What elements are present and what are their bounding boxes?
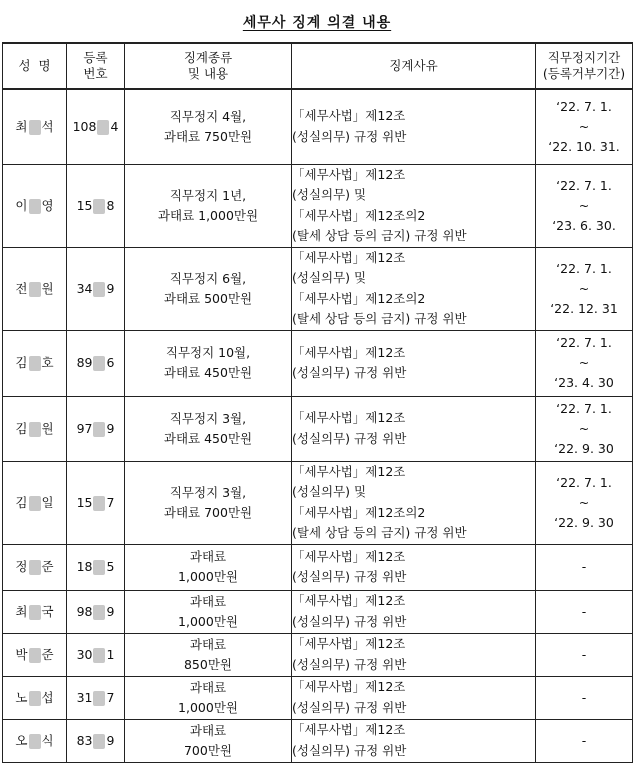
redaction-blur — [29, 120, 41, 135]
cell-name — [3, 164, 67, 247]
name-last-char: 호 — [41, 355, 54, 370]
redaction-blur — [93, 648, 105, 663]
name-first-char: 이 — [15, 197, 28, 213]
reg-no-prefix: 83 — [76, 732, 93, 748]
name-first-char: 최 — [15, 118, 28, 134]
name-first-char: 김 — [15, 420, 28, 436]
cell-discipline-type — [125, 164, 292, 247]
cell-discipline-type — [125, 544, 292, 590]
header-type-line1: 징계종류 — [183, 50, 233, 65]
cell-discipline-type — [125, 590, 292, 633]
period-line: ‘22. 7. 1. — [556, 400, 612, 416]
reg-no-suffix: 9 — [106, 280, 115, 296]
reg-no-prefix: 89 — [76, 355, 93, 370]
redaction-blur — [93, 691, 105, 706]
cell-name — [3, 247, 67, 330]
name-first-char: 박 — [15, 646, 28, 662]
reason-line: (성실의무) 및 — [292, 484, 367, 499]
discipline-type-line: 700만원 — [183, 742, 232, 758]
reg-no-suffix: 7 — [106, 494, 115, 510]
redaction-blur — [93, 356, 105, 371]
cell-period — [536, 247, 633, 330]
redaction-blur — [93, 560, 105, 575]
redaction-blur — [29, 356, 41, 371]
cell-reason — [292, 633, 536, 676]
name-first-char: 전 — [15, 280, 28, 296]
cell-reg-no — [67, 719, 125, 762]
period-line: ~ — [578, 197, 590, 213]
table-body — [3, 89, 633, 762]
reason-line: (성실의무) 규정 위반 — [292, 613, 407, 629]
cell-discipline-type — [125, 633, 292, 676]
header-period-line1: 직무정지기간 — [547, 50, 621, 65]
table-row — [3, 330, 633, 396]
name-last-char: 석 — [41, 118, 54, 134]
period-line: ~ — [578, 280, 590, 296]
period-line: ‘22. 7. 1. — [556, 335, 612, 350]
period-line: ‘22. 7. 1. — [556, 474, 612, 490]
discipline-type-line: 1,000만원 — [178, 569, 238, 584]
cell-reg-no — [67, 247, 125, 330]
reg-no-suffix: 6 — [106, 355, 115, 370]
period-line: ‘22. 10. 31. — [548, 138, 620, 154]
reason-line: (성실의무) 규정 위반 — [292, 128, 407, 144]
period-line: ~ — [578, 420, 590, 436]
discipline-type-line: 과태료 700만원 — [163, 504, 253, 520]
name-last-char: 국 — [41, 603, 54, 619]
redaction-blur — [29, 282, 41, 297]
reason-line: 「세무사법」제12조 — [292, 548, 406, 564]
period-line: ‘22. 7. 1. — [556, 98, 612, 114]
cell-reason — [292, 461, 536, 544]
name-first-char: 정 — [15, 559, 28, 574]
cell-reg-no — [67, 330, 125, 396]
header-period-line2: (등록거부기간) — [542, 66, 626, 81]
redaction-blur — [29, 605, 41, 620]
cell-name — [3, 89, 67, 164]
reason-line: (성실의무) 규정 위반 — [292, 365, 407, 380]
period-line: ‘23. 6. 30. — [552, 217, 616, 233]
discipline-type-line: 과태료 — [189, 679, 227, 695]
name-last-char: 영 — [41, 197, 54, 213]
cell-reason — [292, 89, 536, 164]
discipline-type-line: 과태료 — [189, 593, 227, 609]
cell-discipline-type — [125, 719, 292, 762]
cell-discipline-type — [125, 247, 292, 330]
period-line: ~ — [578, 118, 590, 134]
cell-discipline-type — [125, 396, 292, 461]
cell-period — [536, 396, 633, 461]
cell-period — [536, 461, 633, 544]
redaction-blur — [97, 120, 109, 135]
cell-discipline-type — [125, 676, 292, 719]
name-first-char: 오 — [15, 732, 28, 748]
cell-name — [3, 330, 67, 396]
discipline-type-line: 직무정지 6월, — [169, 270, 247, 286]
reason-line: (성실의무) 규정 위반 — [292, 742, 407, 758]
redaction-blur — [93, 199, 105, 214]
cell-name — [3, 676, 67, 719]
discipline-type-line: 과태료 — [189, 722, 227, 738]
document-title-text: 세무사 징계 의결 내용 — [242, 15, 392, 31]
document-title — [0, 12, 634, 32]
cell-discipline-type — [125, 330, 292, 396]
table-row — [3, 719, 633, 762]
cell-reason — [292, 396, 536, 461]
redaction-blur — [93, 496, 105, 511]
cell-period — [536, 590, 633, 633]
table-row — [3, 590, 633, 633]
cell-reason — [292, 247, 536, 330]
period-line: ~ — [578, 355, 590, 370]
reg-no-suffix: 4 — [110, 118, 119, 134]
name-last-char: 준 — [41, 646, 54, 662]
redaction-blur — [29, 496, 41, 511]
discipline-type-line: 850만원 — [183, 656, 232, 672]
table-header — [3, 43, 633, 89]
reason-line: (성실의무) 규정 위반 — [292, 656, 407, 672]
header-reason: 징계사유 — [292, 43, 536, 89]
reg-no-prefix: 15 — [76, 197, 93, 213]
period-line: - — [581, 689, 587, 705]
redaction-blur — [93, 282, 105, 297]
period-line: ~ — [578, 494, 590, 510]
reason-line: (탈세 상담 등의 금지) 규정 위반 — [292, 311, 467, 326]
discipline-type-line: 과태료 1,000만원 — [157, 207, 259, 223]
discipline-type-line: 직무정지 10월, — [165, 345, 251, 360]
cell-reason — [292, 676, 536, 719]
header-period — [536, 43, 633, 89]
cell-reg-no — [67, 633, 125, 676]
reason-line: (탈세 상담 등의 금지) 규정 위반 — [292, 525, 467, 540]
header-name: 성 명 — [3, 43, 67, 89]
discipline-type-line: 직무정지 3월, — [169, 484, 247, 500]
cell-discipline-type — [125, 89, 292, 164]
reason-line: 「세무사법」제12조 — [292, 344, 406, 360]
name-last-char: 원 — [41, 420, 54, 436]
period-line: - — [581, 603, 587, 619]
redaction-blur — [29, 691, 41, 706]
reg-no-prefix: 31 — [76, 689, 93, 705]
cell-period — [536, 89, 633, 164]
name-first-char: 김 — [15, 355, 28, 370]
reg-no-prefix: 18 — [76, 559, 93, 574]
cell-reg-no — [67, 544, 125, 590]
redaction-blur — [29, 199, 41, 214]
reason-line: 「세무사법」제12조 — [292, 636, 406, 651]
reason-line: 「세무사법」제12조 — [292, 249, 406, 265]
cell-reason — [292, 590, 536, 633]
discipline-type-line: 과태료 500만원 — [163, 290, 253, 306]
discipline-type-line: 1,000만원 — [178, 613, 238, 629]
cell-reg-no — [67, 396, 125, 461]
period-line: ‘22. 9. 30 — [554, 440, 614, 456]
discipline-type-line: 과태료 — [189, 636, 227, 652]
reason-line: 「세무사법」제12조의2 — [292, 207, 426, 223]
redaction-blur — [29, 648, 41, 663]
reason-line: (성실의무) 규정 위반 — [292, 699, 407, 715]
period-line: ‘22. 7. 1. — [556, 177, 612, 193]
reason-line: 「세무사법」제12조 — [292, 463, 406, 479]
redaction-blur — [29, 560, 41, 575]
reg-no-suffix: 8 — [106, 197, 115, 213]
cell-reg-no — [67, 461, 125, 544]
reason-line: 「세무사법」제12조 — [292, 410, 406, 425]
header-type — [125, 43, 292, 89]
reason-line: (성실의무) 규정 위반 — [292, 569, 407, 584]
cell-period — [536, 164, 633, 247]
discipline-table — [2, 42, 633, 763]
cell-reason — [292, 330, 536, 396]
discipline-type-line: 과태료 750만원 — [163, 128, 253, 144]
reason-line: 「세무사법」제12조 — [292, 108, 406, 124]
reg-no-suffix: 7 — [106, 689, 115, 705]
reason-line: 「세무사법」제12조 — [292, 166, 406, 182]
discipline-type-line: 1,000만원 — [178, 699, 238, 715]
cell-period — [536, 330, 633, 396]
reg-no-prefix: 30 — [76, 646, 93, 662]
cell-reason — [292, 719, 536, 762]
cell-period — [536, 719, 633, 762]
period-line: - — [581, 559, 587, 574]
reg-no-suffix: 5 — [106, 559, 115, 574]
reg-no-suffix: 9 — [106, 420, 115, 436]
reg-no-prefix: 108 — [72, 118, 97, 134]
redaction-blur — [29, 422, 41, 437]
reg-no-suffix: 1 — [106, 646, 115, 662]
period-line: ‘22. 9. 30 — [554, 514, 614, 530]
reason-line: (성실의무) 규정 위반 — [292, 430, 407, 446]
reg-no-prefix: 15 — [76, 494, 93, 510]
cell-reason — [292, 164, 536, 247]
table-row — [3, 633, 633, 676]
period-line: ‘23. 4. 30 — [554, 375, 614, 390]
cell-name — [3, 396, 67, 461]
cell-discipline-type — [125, 461, 292, 544]
cell-name — [3, 544, 67, 590]
reason-line: 「세무사법」제12조 — [292, 679, 406, 694]
table-row — [3, 544, 633, 590]
cell-reg-no — [67, 164, 125, 247]
reg-no-prefix: 97 — [76, 420, 93, 436]
period-line: - — [581, 646, 587, 662]
discipline-type-line: 직무정지 3월, — [169, 410, 247, 426]
name-last-char: 식 — [41, 732, 54, 748]
reason-line: (탈세 상담 등의 금지) 규정 위반 — [292, 228, 467, 243]
cell-reg-no — [67, 590, 125, 633]
reg-no-prefix: 34 — [76, 280, 93, 296]
discipline-type-line: 과태료 450만원 — [163, 365, 253, 380]
cell-period — [536, 633, 633, 676]
reason-line: 「세무사법」제12조 — [292, 593, 406, 608]
cell-name — [3, 461, 67, 544]
discipline-type-line: 과태료 450만원 — [163, 430, 253, 446]
reg-no-suffix: 9 — [106, 732, 115, 748]
cell-name — [3, 590, 67, 633]
reason-line: (성실의무) 및 — [292, 187, 367, 202]
cell-name — [3, 719, 67, 762]
header-type-line2: 및 내용 — [187, 66, 229, 81]
table-row — [3, 461, 633, 544]
header-reg-no-line1: 등록 — [83, 50, 108, 65]
discipline-type-line: 과태료 — [189, 549, 227, 564]
reason-line: 「세무사법」제12조 — [292, 722, 406, 737]
name-first-char: 최 — [15, 603, 28, 619]
reg-no-prefix: 98 — [76, 603, 93, 619]
period-line: - — [581, 732, 587, 748]
header-reg-no-line2: 번호 — [83, 66, 108, 81]
redaction-blur — [29, 734, 41, 749]
table-row — [3, 396, 633, 461]
discipline-type-line: 직무정지 1년, — [169, 187, 247, 203]
reason-line: 「세무사법」제12조의2 — [292, 290, 426, 306]
period-line: ‘22. 12. 31 — [550, 300, 618, 316]
table-row — [3, 164, 633, 247]
cell-period — [536, 544, 633, 590]
cell-reason — [292, 544, 536, 590]
name-last-char: 준 — [41, 559, 54, 574]
discipline-type-line: 직무정지 4월, — [169, 108, 247, 124]
header-reg-no — [67, 43, 125, 89]
redaction-blur — [93, 422, 105, 437]
header-row — [3, 43, 633, 89]
cell-reg-no — [67, 89, 125, 164]
redaction-blur — [93, 734, 105, 749]
table-row — [3, 247, 633, 330]
table-row — [3, 89, 633, 164]
period-line: ‘22. 7. 1. — [556, 260, 612, 276]
cell-period — [536, 676, 633, 719]
name-first-char: 김 — [15, 494, 28, 510]
name-last-char: 섭 — [41, 689, 54, 705]
reason-line: (성실의무) 및 — [292, 270, 367, 285]
cell-reg-no — [67, 676, 125, 719]
name-first-char: 노 — [15, 689, 28, 705]
cell-name — [3, 633, 67, 676]
name-last-char: 원 — [41, 280, 54, 296]
table-row — [3, 676, 633, 719]
reg-no-suffix: 9 — [106, 603, 115, 619]
reason-line: 「세무사법」제12조의2 — [292, 504, 426, 520]
redaction-blur — [93, 605, 105, 620]
name-last-char: 일 — [41, 494, 54, 510]
